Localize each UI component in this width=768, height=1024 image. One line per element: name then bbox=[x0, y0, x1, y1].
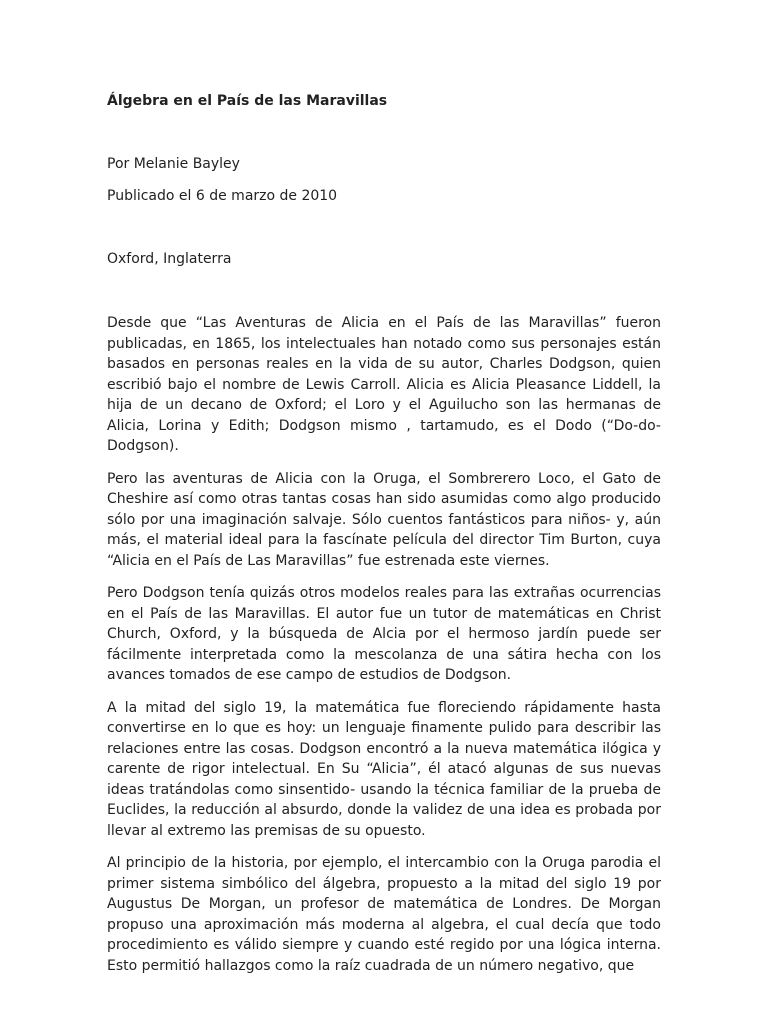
paragraph-2: Pero las aventuras de Alicia con la Oruga, el Sombrerero Loco, el Gato de Cheshire así como otras tantas cosas han sido asumidas como algo producido sólo por una imaginación salvaje. Sólo cuentos fantásticos para niños- y, aún más, el material ideal para la fascínate película del director Tim Burton, cuya “Alicia en el País de Las Maravillas” fue estrenada este viernes. bbox=[107, 470, 661, 569]
article-body bbox=[107, 313, 661, 988]
publication-date: Publicado el 6 de marzo de 2010 bbox=[107, 188, 338, 204]
paragraph-5: Al principio de la historia, por ejemplo, el intercambio con la Oruga parodia el primer sistema simbólico del álgebra, propuesto a la mitad del siglo 19 por Augustus De Morgan, un profesor de matemática de Londres. De Morgan propuso una aproximación más moderna al algebra, el cual decía que todo procedimiento es válido siempre y cuando esté regido por una lógica interna. Esto permitió hallazgos como la raíz cuadrada de un número negativo, que bbox=[107, 855, 661, 974]
author-byline: Por Melanie Bayley bbox=[107, 156, 240, 172]
paragraph-3: Pero Dodgson tenía quizás otros modelos reales para las extrañas ocurrencias en el País de las Maravillas. El autor fue un tutor de matemáticas en Christ Church, Oxford, y la búsqueda de Alcia por el hermoso jardín puede ser fácilmente interpretada como la mescolanza de una sátira hecha con los avances tomados de ese campo de estudios de Dodgson. bbox=[107, 585, 661, 683]
paragraph-1: Desde que “Las Aventuras de Alicia en el País de las Maravillas” fueron publicadas, en 1865, los intelectuales han notado como sus personajes están basados en personas reales en la vida de su autor, Charles Dodgson, quien escribió bajo el nombre de Lewis Carroll. Alicia es Alicia Pleasance Liddell, la hija de un decano de Oxford; el Loro y el Aguilucho son las hermanas de Alicia, Lorina y Edith; Dodgson mismo , tartamudo, es el Dodo (“Do-do-Dodgson). bbox=[107, 315, 661, 454]
paragraph-4: A la mitad del siglo 19, la matemática fue floreciendo rápidamente hasta convertirse en lo que es hoy: un lenguaje finamente pulido para describir las relaciones entre las cosas. Dodgson encontró a la nueva matemática ilógica y carente de rigor intelectual. En Su “Alicia”, él atacó algunas de sus nuevas ideas tratándolas como sinsentido- usando la técnica familiar de la prueba de Euclides, la reducción al absurdo, donde la validez de una idea es probada por llevar al extremo las premisas de su opuesto. bbox=[107, 699, 661, 839]
document-title: Álgebra en el País de las Maravillas bbox=[107, 93, 388, 109]
dateline-location: Oxford, Inglaterra bbox=[107, 251, 232, 267]
